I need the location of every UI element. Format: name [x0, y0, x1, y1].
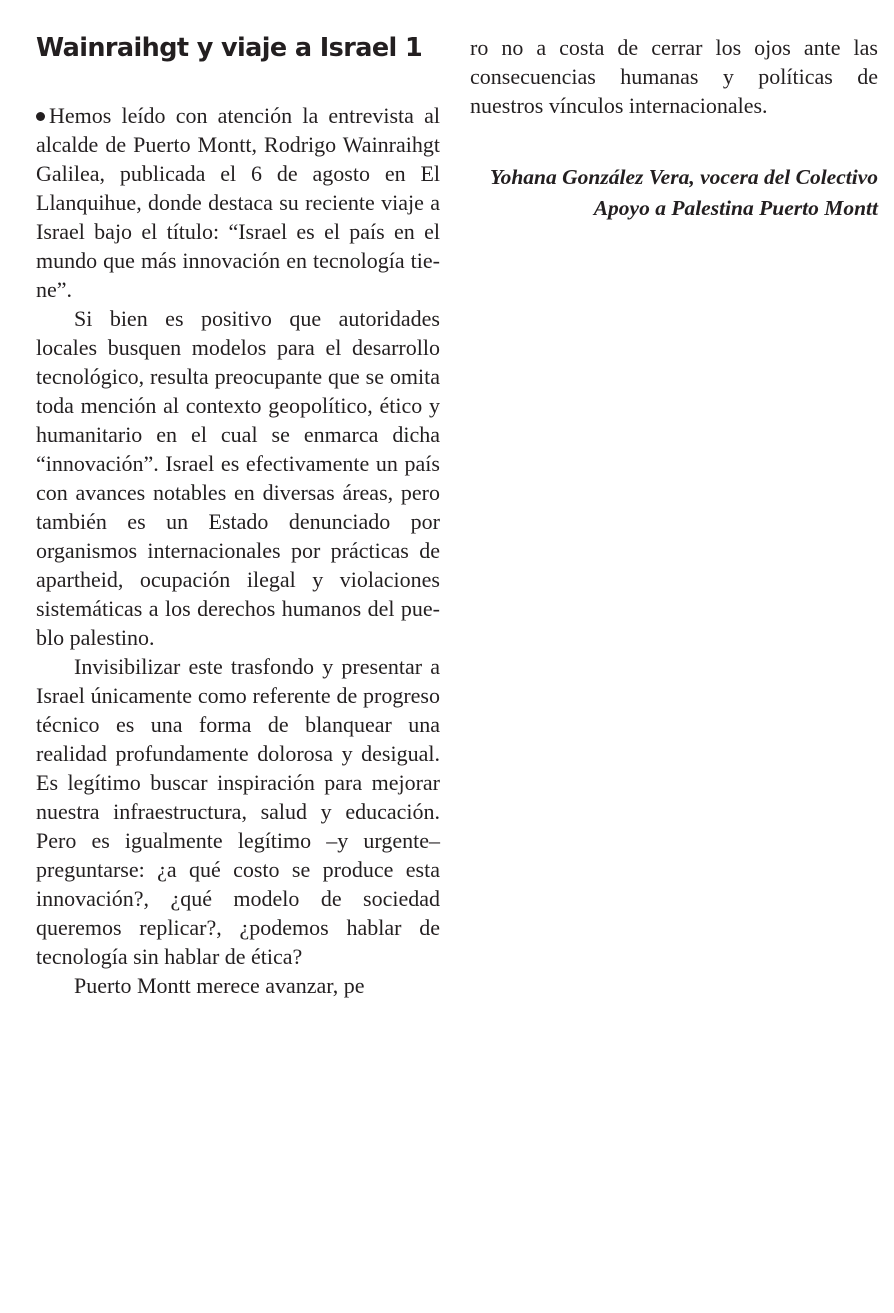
letter-headline: Wainraihgt y viaje a Israel 1	[36, 33, 423, 63]
letter-paragraph-2: Si bien es positivo que autoridades locales busquen modelos para el desarrollo tecnológico, resulta preocupante que se omita toda mención al contexto geopolítico, ético y humanitario en el cual se enmarca dicha “innovación”. Israel es efectivamente un país con avances notables en diversas áreas, pero también es un Estado denunciado por organismos internacionales por prácticas de apartheid, ocupación ilegal y violaciones sistemáticas a los derechos humanos del pueblo palestino.	[36, 306, 440, 650]
right-column	[470, 0, 878, 224]
left-column	[36, 0, 440, 1000]
letter-body	[36, 101, 440, 1000]
letter-paragraph-4-start: Puerto Montt merece avanzar, pe	[74, 973, 365, 998]
letter-signature: Yohana González Vera, vocera del Colectivo Apoyo a Palestina Puerto Montt	[489, 165, 878, 220]
letter-paragraph-1: Hemos leído con atención la entrevista al alcalde de Puerto Montt, Rodrigo Wainraihgt Galilea, publicada el 6 de agosto en El Llanquihue, donde destaca su reciente viaje a Israel bajo el título: “Israel es el país en el mundo que más innovación en tecnología tiene”.	[36, 103, 440, 302]
letter-paragraph-3: Invisibilizar este trasfondo y presentar a Israel únicamente como referente de progreso técnico es una forma de blanquear una realidad profundamente dolorosa y desigual. Es legítimo buscar inspiración para mejorar nuestra infraestructura, salud y educación. Pero es igualmente legítimo –y urgente– preguntarse: ¿a qué costo se produce esta innovación?, ¿qué modelo de sociedad queremos replicar?, ¿podemos hablar de tecnología sin hablar de ética?	[36, 654, 440, 969]
letter-paragraph-4-end: ro no a costa de cerrar los ojos ante las consecuencias humanas y políticas de nuestros vínculos internacionales.	[470, 35, 878, 118]
bullet-icon	[36, 112, 45, 121]
